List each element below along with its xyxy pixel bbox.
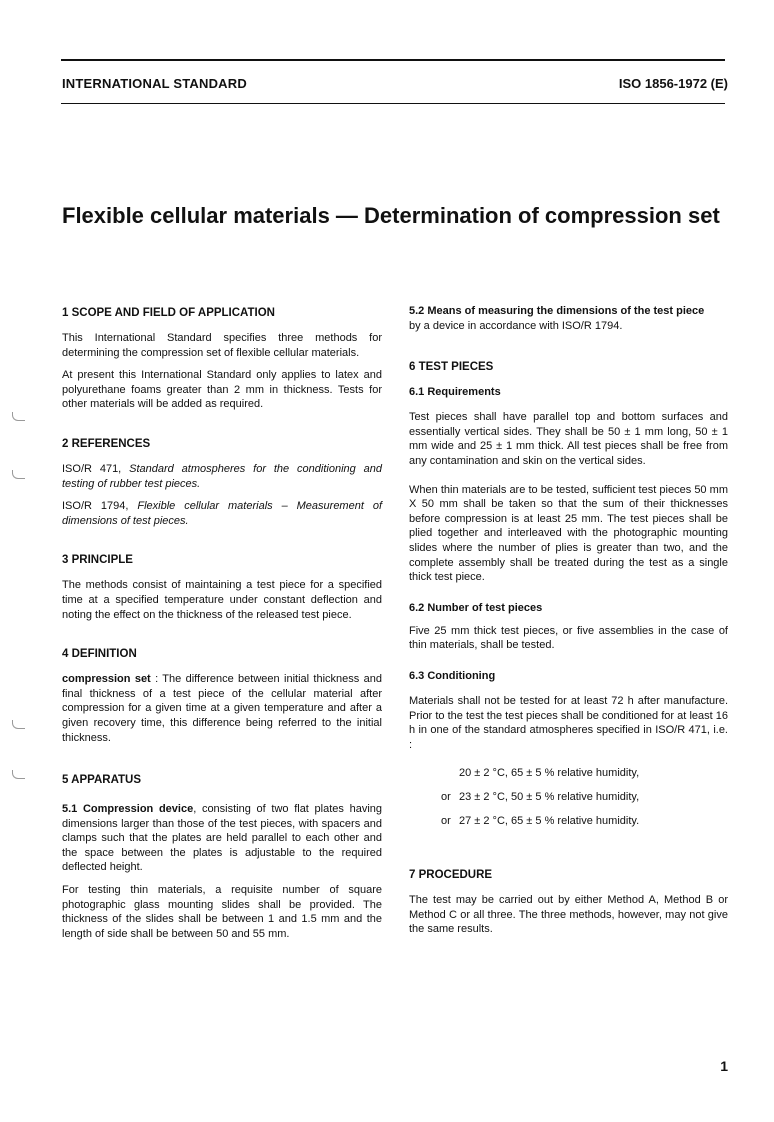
section-6-3-paragraph: Materials shall not be tested for at least 72 h after manufacture. Prior to the test the test pieces shall be conditioned for at least 16 h in one of the standard atmospheres specified in ISO/R 471, i.e. :: [409, 694, 728, 751]
reference-title: Flexible cellular materials – Measurement of dimensions of test pieces.: [62, 500, 383, 527]
atmosphere-value: 23 ± 2 °C, 50 ± 5 % relative humidity,: [459, 791, 640, 804]
reference-code: ISO/R 1794,: [62, 500, 138, 513]
header-bottom-rule: [61, 103, 725, 104]
section-7-paragraph: The test may be carried out by either Method A, Method B or Method C or all three. The three methods, however, may not give the same results.: [409, 894, 728, 936]
margin-mark: [12, 470, 25, 479]
section-1-paragraph-2: At present this International Standard only applies to latex and polyurethane foams greater than 2 mm in thickness. Tests for other materials will be added as required.: [62, 369, 382, 411]
header-rule: [61, 59, 725, 61]
atmosphere-row: [409, 814, 728, 838]
margin-mark: [12, 720, 25, 729]
atmosphere-prefix: or: [441, 815, 451, 828]
section-6-3-heading: 6.3 Conditioning: [409, 669, 496, 682]
section-6-1-paragraph-1: Test pieces shall have parallel top and bottom surfaces and essentially vertical sides. They shall be 50 ± 1 mm long, 50 ± 1 mm wide and 25 ± 1 mm thick. All test pieces shall be free from any contamination and skin on the vertical sides.: [409, 411, 728, 467]
section-6-2-paragraph: Five 25 mm thick test pieces, or five assemblies in the case of thin materials, shall be tested.: [409, 624, 728, 652]
section-7-heading: 7 PROCEDURE: [409, 869, 493, 882]
reference-title: Standard atmospheres for the conditioning and testing of rubber test pieces.: [62, 462, 382, 490]
right-column: [409, 304, 728, 937]
section-5-heading: 5 APPARATUS: [62, 774, 142, 787]
section-6-1-heading: 6.1 Requirements: [409, 386, 501, 399]
section-5-2-text: by a device in accordance with ISO/R 1794.: [409, 319, 623, 332]
reference-iso-r-471: [62, 462, 382, 491]
page-number: 1: [720, 1058, 728, 1074]
margin-mark: [12, 770, 25, 779]
definition-paragraph: [62, 672, 382, 745]
definition-term: compression set: [62, 673, 151, 686]
section-6-1-paragraph-2: When thin materials are to be tested, sufficient test pieces 50 mm X 50 mm shall be taken so that the sum of their thicknesses before compression is at least 25 mm. The test pieces shall be plied together and interleaved with the photographic mounting slides where the number of plies is greater than two, and the complete assembly shall be treated during the test as a single thick test piece.: [409, 483, 728, 584]
section-5-1-paragraph-2: For testing thin materials, a requisite number of square photographic glass mounting slides shall be provided. The thickness of the slides shall be between 1 and 1.5 mm and the length of side shall be between 50 and 55 mm.: [62, 884, 382, 940]
standard-type-label: INTERNATIONAL STANDARD: [62, 76, 247, 91]
section-3-paragraph: The methods consist of maintaining a test piece for a specified time at a specified temperature under constant deflection and noting the effect on the thickness of the released test piece.: [62, 579, 382, 621]
reference-code: ISO/R 471,: [62, 462, 130, 475]
standard-number: ISO 1856-1972 (E): [618, 76, 728, 91]
section-6-2-heading: 6.2 Number of test pieces: [409, 601, 543, 614]
section-1-heading: 1 SCOPE AND FIELD OF APPLICATION: [62, 307, 275, 319]
section-3-heading: 3 PRINCIPLE: [62, 554, 133, 567]
section-5-1-paragraph: [62, 802, 382, 875]
section-5-2-paragraph: [409, 304, 728, 333]
atmosphere-prefix: or: [441, 791, 451, 804]
section-6-heading: 6 TEST PIECES: [409, 361, 494, 374]
section-2-heading: 2 REFERENCES: [62, 437, 151, 450]
atmosphere-row: [409, 790, 728, 814]
section-5-2-label: 5.2 Means of measuring the dimensions of the test piece: [409, 305, 705, 317]
section-1-paragraph-1: This International Standard specifies three methods for determining the compression set of flexible cellular materials.: [62, 332, 382, 359]
section-5-1-text: , consisting of two flat plates having dimensions larger than those of the test pieces, with spacers and clamps such that the plates are held parallel to each other and the space between the plates is adjustable to the required deflected height.: [62, 803, 382, 874]
atmosphere-value: 20 ± 2 °C, 65 ± 5 % relative humidity,: [459, 767, 640, 780]
margin-mark: [12, 412, 25, 421]
section-5-1-label: 5.1 Compression device: [62, 803, 194, 816]
definition-text: : The difference between initial thickness and final thickness of a test piece of the cellular material after compression for a given time at a given temperature and after a given recovery time, this difference being referred to the initial thickness.: [62, 673, 382, 744]
atmosphere-value: 27 ± 2 °C, 65 ± 5 % relative humidity.: [459, 815, 640, 828]
section-4-heading: 4 DEFINITION: [62, 648, 137, 661]
atmosphere-row: [409, 766, 728, 790]
reference-iso-r-1794: [62, 499, 382, 528]
page-title: Flexible cellular materials — Determination of compression set: [62, 203, 720, 228]
left-column: [62, 306, 382, 941]
